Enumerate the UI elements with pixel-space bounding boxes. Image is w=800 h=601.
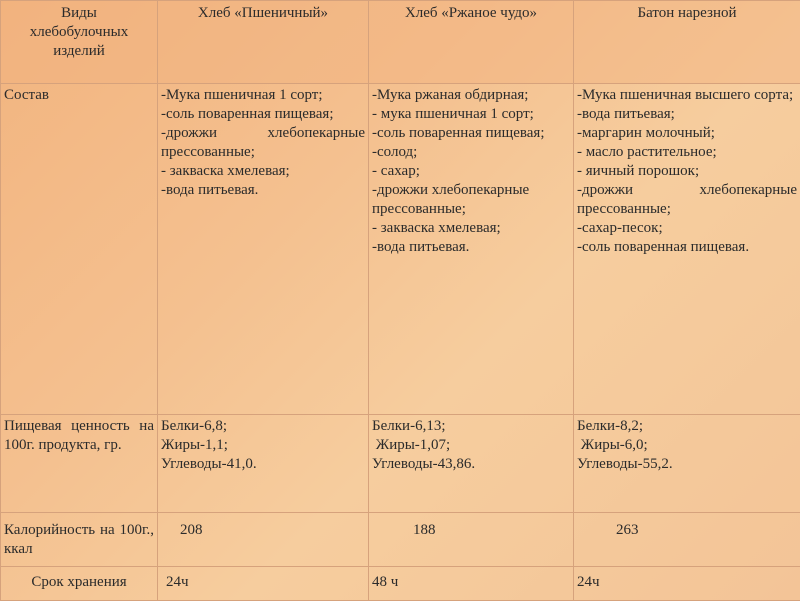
composition-col2-line: -дрожжи хлебопекарные прессованные;: [372, 181, 570, 219]
nutrition-col1-line: Углеводы-41,0.: [161, 455, 365, 474]
shelf-life-label: Срок хранения: [1, 567, 158, 601]
nutrition-col3-line: Белки-8,2;: [577, 417, 797, 436]
composition-col2-line: -вода питьевая.: [372, 238, 570, 257]
nutrition-col2-line: Белки-6,13;: [372, 417, 570, 436]
header-col2-cell: Хлеб «Ржаное чудо»: [369, 1, 574, 84]
composition-col2-line: -соль поваренная пищевая;: [372, 124, 570, 143]
composition-col3-line: - яичный порошок;: [577, 162, 797, 181]
nutrition-col2-line: Углеводы-43,86.: [372, 455, 570, 474]
nutrition-col1-line: Жиры-1,1;: [161, 436, 365, 455]
composition-label: Состав: [1, 84, 158, 415]
composition-col3: [574, 84, 800, 415]
calories-row: [1, 513, 800, 567]
composition-row: [1, 84, 800, 415]
composition-col2-line: - закваска хмелевая;: [372, 219, 570, 238]
header-col3-cell: Батон нарезной: [574, 1, 800, 84]
nutrition-col3-line: Углеводы-55,2.: [577, 455, 797, 474]
composition-col1-line: -дрожжи хлебопекарные прессованные;: [161, 124, 365, 162]
composition-col3-line: -сахар-песок;: [577, 219, 797, 238]
composition-col3-line: -дрожжи хлебопекарные прессованные;: [577, 181, 797, 219]
nutrition-label: Пищевая ценность на 100г. продукта, гр.: [1, 415, 158, 513]
composition-col1-line: -соль поваренная пищевая;: [161, 105, 365, 124]
nutrition-col3-line: Жиры-6,0;: [577, 436, 797, 455]
shelf-life-row: [1, 567, 800, 601]
nutrition-col1: [158, 415, 369, 513]
nutrition-col2: [369, 415, 574, 513]
shelf-life-col3: 24ч: [574, 567, 800, 601]
composition-col2-line: -солод;: [372, 143, 570, 162]
composition-col2-line: -Мука ржаная обдирная;: [372, 86, 570, 105]
composition-col3-line: -соль поваренная пищевая.: [577, 238, 797, 257]
composition-col3-line: - масло растительное;: [577, 143, 797, 162]
nutrition-row: [1, 415, 800, 513]
composition-col2-line: - сахар;: [372, 162, 570, 181]
calories-label: Калорийность на 100г., ккал: [1, 513, 158, 567]
shelf-life-col2: 48 ч: [369, 567, 574, 601]
nutrition-col3: [574, 415, 800, 513]
composition-col3-line: -маргарин молочный;: [577, 124, 797, 143]
composition-col2: [369, 84, 574, 415]
composition-col1-line: -Мука пшеничная 1 сорт;: [161, 86, 365, 105]
composition-col3-line: -Мука пшеничная высшего сорта;: [577, 86, 797, 105]
header-col1-cell: Хлеб «Пшеничный»: [158, 1, 369, 84]
composition-col2-line: - мука пшеничная 1 сорт;: [372, 105, 570, 124]
composition-col1-line: -вода питьевая.: [161, 181, 365, 200]
header-row: [1, 1, 800, 84]
nutrition-col2-line: Жиры-1,07;: [372, 436, 570, 455]
calories-col2: 188: [369, 513, 574, 567]
composition-col1: [158, 84, 369, 415]
calories-col3: 263: [574, 513, 800, 567]
nutrition-col1-line: Белки-6,8;: [161, 417, 365, 436]
composition-col3-line: -вода питьевая;: [577, 105, 797, 124]
composition-col1-line: - закваска хмелевая;: [161, 162, 365, 181]
calories-col1: 208: [158, 513, 369, 567]
shelf-life-col1: 24ч: [158, 567, 369, 601]
header-types-cell: Виды хлебобулочных изделий: [1, 1, 158, 84]
